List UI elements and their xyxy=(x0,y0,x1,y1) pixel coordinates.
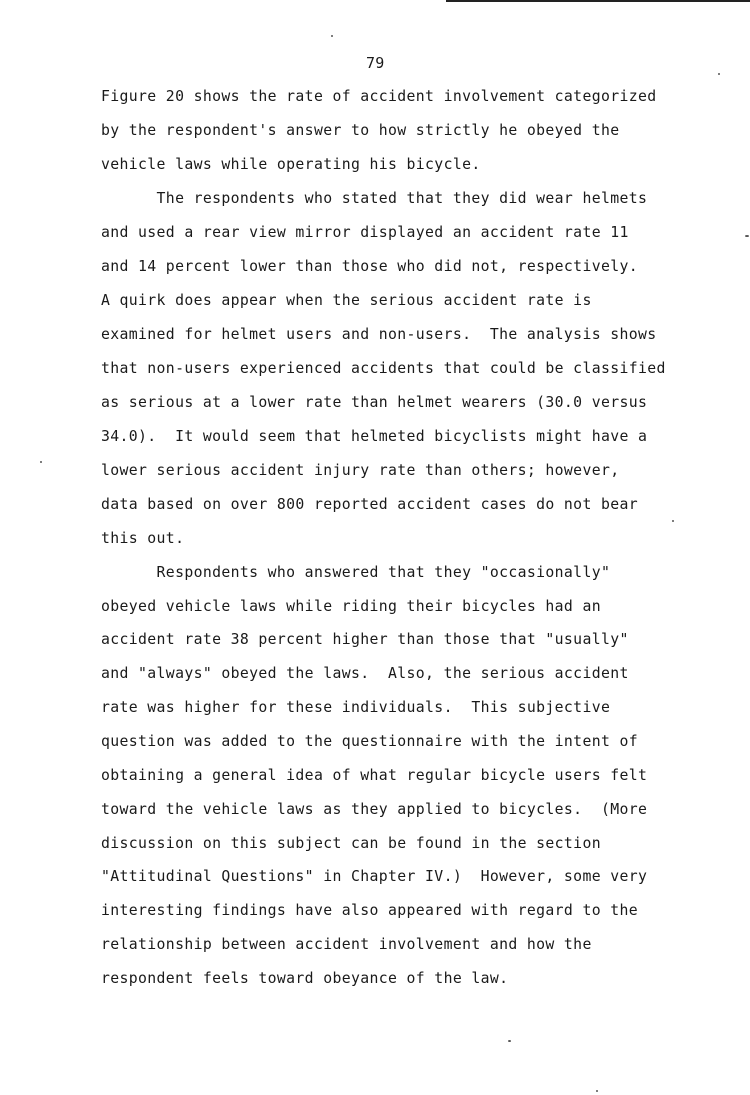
text-line: this out. xyxy=(101,530,185,547)
text-line: lower serious accident injury rate than others; however, xyxy=(101,462,620,479)
text-line: question was added to the questionnaire with the intent of xyxy=(101,733,638,750)
scan-speck xyxy=(331,35,333,37)
scan-speck xyxy=(508,1040,511,1042)
text-line: respondent feels toward obeyance of the law. xyxy=(101,970,509,987)
text-line: that non-users experienced accidents that could be classified xyxy=(101,360,666,377)
text-line: examined for helmet users and non-users. The analysis shows xyxy=(101,326,657,343)
text-line: rate was higher for these individuals. This subjective xyxy=(101,699,611,716)
scan-speck xyxy=(745,235,749,237)
text-line: obtaining a general idea of what regular bicycle users felt xyxy=(101,767,648,784)
text-line: data based on over 800 reported accident cases do not bear xyxy=(101,496,638,513)
text-line: toward the vehicle laws as they applied to bicycles. (More xyxy=(101,801,648,818)
text-line: and "always" obeyed the laws. Also, the serious accident xyxy=(101,665,629,682)
text-line: interesting findings have also appeared with regard to the xyxy=(101,902,638,919)
text-line: A quirk does appear when the serious accident rate is xyxy=(101,292,592,309)
scan-speck xyxy=(718,73,720,75)
text-line: Figure 20 shows the rate of accident involvement categorized xyxy=(101,88,657,105)
text-line: as serious at a lower rate than helmet wearers (30.0 versus xyxy=(101,394,648,411)
text-line: obeyed vehicle laws while riding their bicycles had an xyxy=(101,598,601,615)
scan-speck xyxy=(40,461,42,463)
text-line: discussion on this subject can be found in the section xyxy=(101,835,601,852)
text-line: relationship between accident involvement and how the xyxy=(101,936,592,953)
text-line: and 14 percent lower than those who did not, respectively. xyxy=(101,258,638,275)
page-number: 79 xyxy=(366,54,385,72)
top-edge-rule xyxy=(446,0,750,2)
text-line: by the respondent's answer to how strictly he obeyed the xyxy=(101,122,620,139)
text-line: 34.0). It would seem that helmeted bicyclists might have a xyxy=(101,428,648,445)
text-line: vehicle laws while operating his bicycle. xyxy=(101,156,481,173)
text-line: Respondents who answered that they "occasionally" xyxy=(101,564,611,581)
text-line: "Attitudinal Questions" in Chapter IV.) However, some very xyxy=(101,868,648,885)
text-line: and used a rear view mirror displayed an accident rate 11 xyxy=(101,224,629,241)
scan-speck xyxy=(596,1090,598,1092)
text-line: The respondents who stated that they did wear helmets xyxy=(101,190,648,207)
scan-speck xyxy=(672,520,674,522)
text-line: accident rate 38 percent higher than those that "usually" xyxy=(101,631,629,648)
